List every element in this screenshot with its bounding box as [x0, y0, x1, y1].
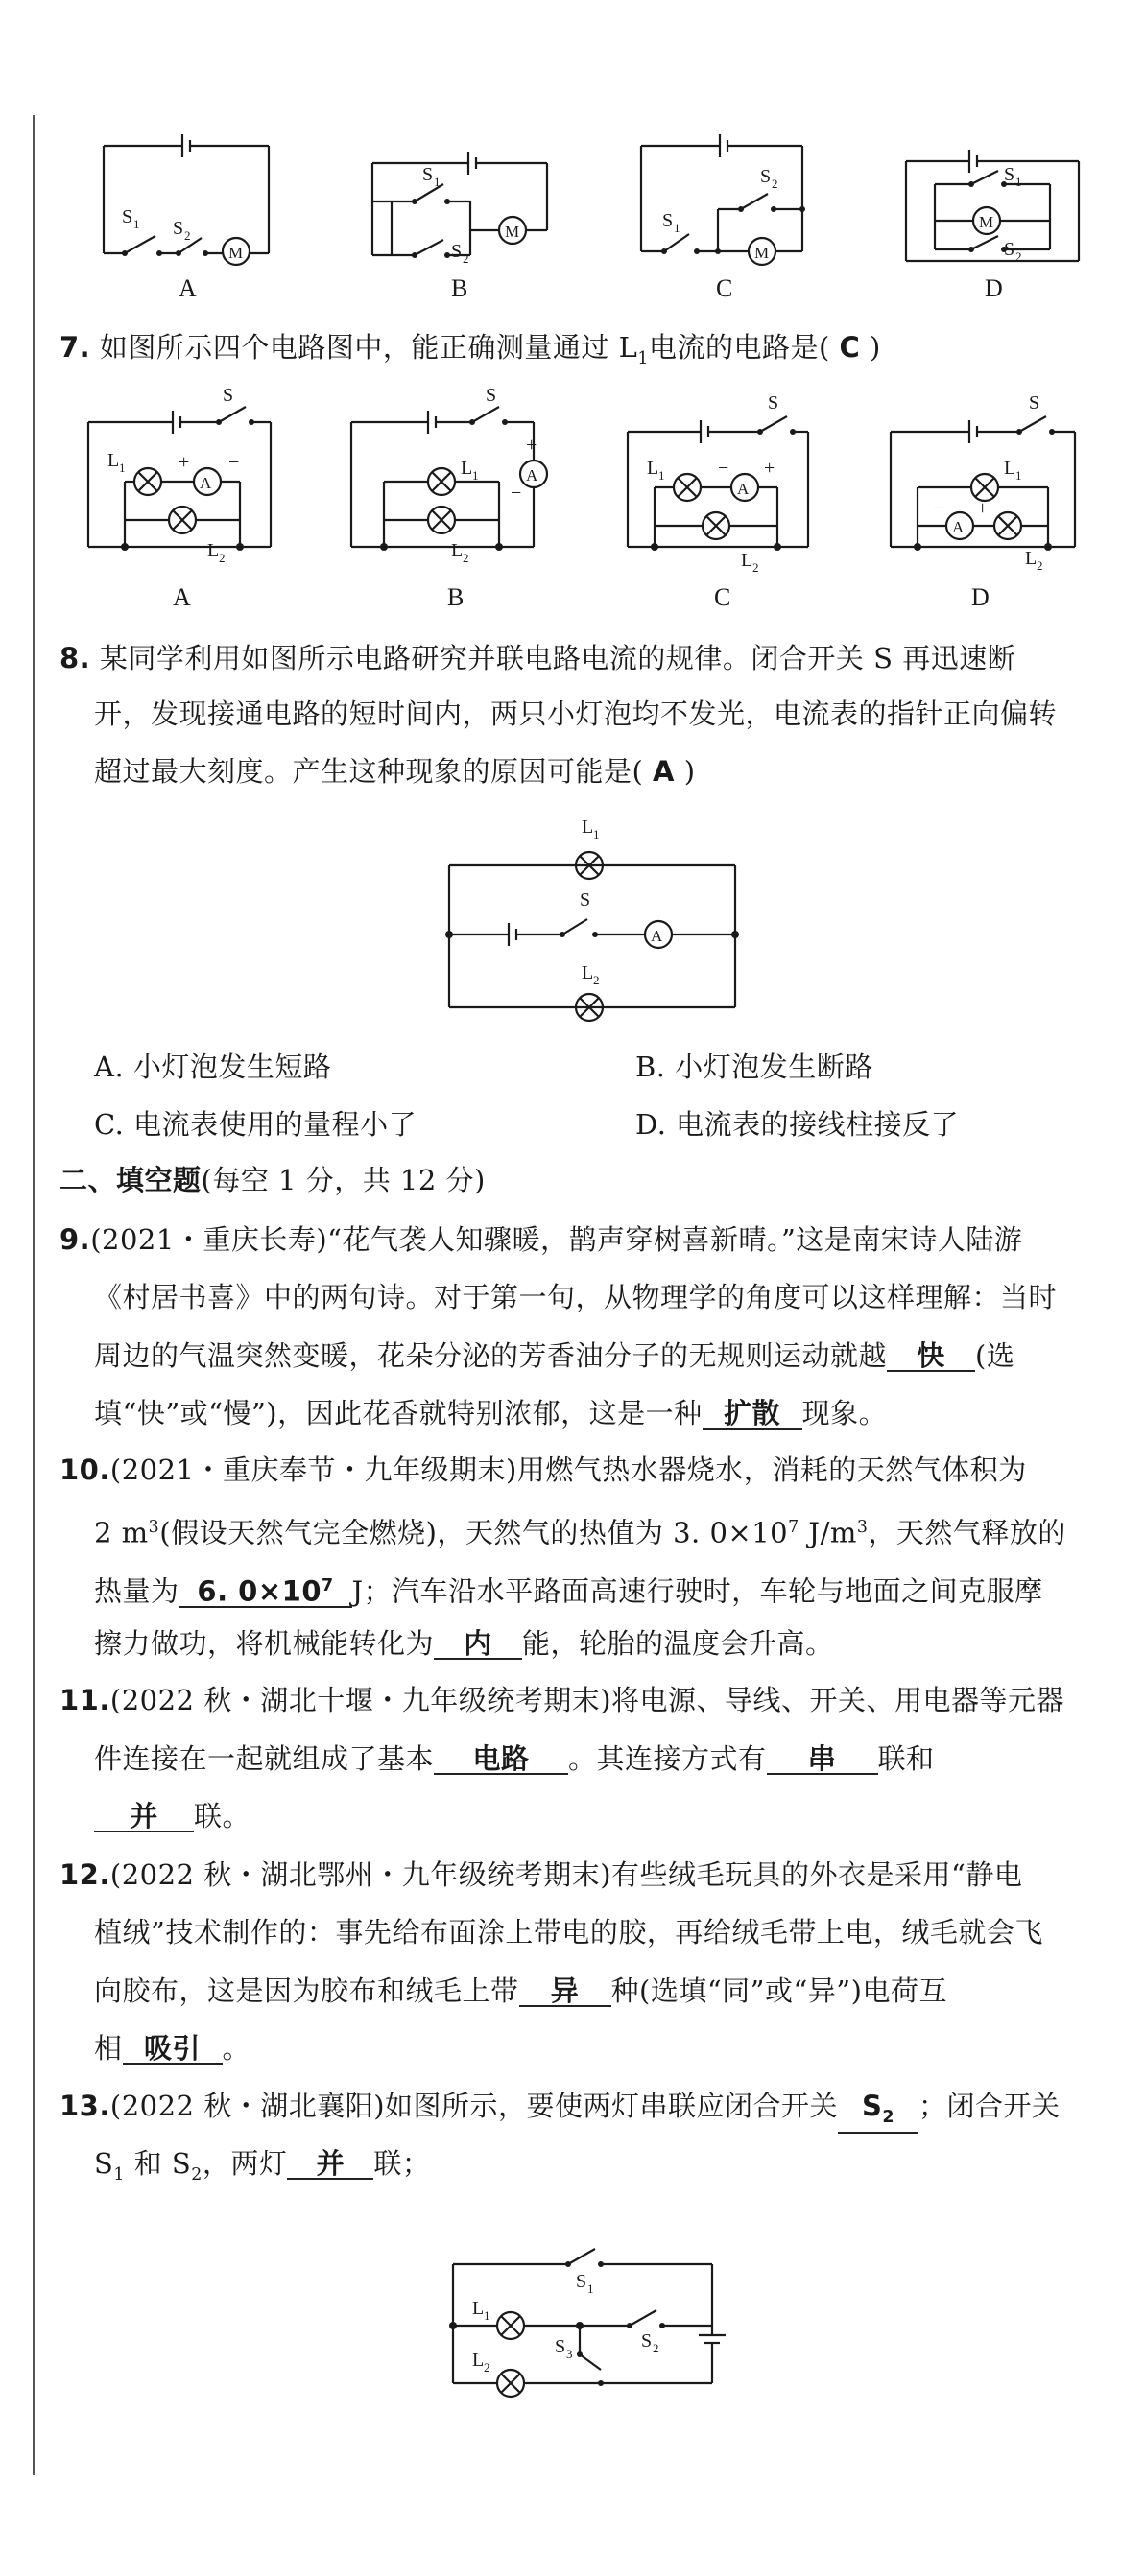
q13-answer-2: 并	[287, 2149, 373, 2180]
svg-text:2: 2	[463, 251, 469, 266]
q7-circuit-figures	[0, 374, 1121, 614]
q8-option-b: B. 小灯泡发生断路	[635, 1051, 873, 1083]
q10-answer-2: 内	[434, 1629, 522, 1660]
svg-text:A: A	[952, 518, 965, 536]
q12-line2: 植绒”技术制作的：事先给布面涂上带电的胶，再给绒毛带上电，绒毛就会飞	[94, 1916, 1043, 1949]
svg-text:L: L	[472, 2350, 485, 2371]
svg-text:1: 1	[1015, 175, 1022, 189]
q7-circuit-b	[351, 385, 547, 565]
top-caption-b: B	[451, 274, 468, 302]
q9-answer-1: 快	[887, 1341, 975, 1372]
q7-caption-a: A	[173, 583, 191, 611]
svg-text:S: S	[1004, 239, 1015, 260]
q7-circuit-c	[628, 392, 808, 575]
svg-text:S: S	[1029, 392, 1040, 414]
svg-text:1: 1	[674, 221, 680, 235]
svg-text:S: S	[451, 241, 463, 262]
q13-answer-1: $S_2$	[838, 2092, 918, 2134]
q10-answer-1: 6. $0\times 10^7$	[179, 1572, 352, 1608]
svg-text:2: 2	[653, 2341, 659, 2355]
q7-caption-d: D	[971, 583, 990, 611]
q8-number: 8.	[60, 642, 91, 674]
svg-text:L: L	[472, 2298, 485, 2319]
svg-text:1: 1	[484, 2308, 490, 2323]
q7-number: 7.	[60, 331, 91, 364]
svg-text:A: A	[526, 466, 538, 484]
q13-line1: 13.(2022 秋・湖北襄阳)如图所示，要使两灯串联应闭合开关 $S_2$ ；闭合开关	[60, 2092, 1061, 2134]
q12-line3: 向胶布，这是因为胶布和绒毛上带 异 种(选填“同”或“异”)电荷互	[94, 1974, 947, 2007]
svg-text:L: L	[1025, 548, 1038, 569]
q11-number: 11.	[60, 1684, 110, 1716]
q11-line1: 11.(2022 秋・湖北十堰・九年级统考期末)将电源、导线、开关、用电器等元器	[60, 1684, 1065, 1716]
q11-line2: 件连接在一起就组成了基本 电路 。其连接方式有 串 联和	[94, 1742, 935, 1775]
svg-text:M: M	[754, 244, 770, 262]
top-circuit-d	[906, 150, 1079, 264]
svg-text:M: M	[505, 223, 520, 241]
q7-circuit-a	[88, 385, 271, 565]
q12-line4: 相 吸引 。	[94, 2032, 251, 2065]
q8-option-a: A. 小灯泡发生短路	[94, 1051, 332, 1083]
svg-text:3: 3	[566, 2347, 573, 2361]
svg-text:L: L	[1004, 458, 1016, 479]
top-caption-c: C	[716, 274, 733, 302]
q9-line3: 周边的气温突然变暖，花朵分泌的芳香油分子的无规则运动就越 快 (选	[94, 1339, 1015, 1372]
svg-text:1: 1	[472, 468, 479, 483]
svg-text:S: S	[173, 218, 184, 239]
q8-circuit-figure	[0, 806, 1121, 1036]
svg-text:A: A	[651, 927, 663, 945]
svg-text:L: L	[647, 458, 659, 479]
q10-line4: 擦力做功，将机械能转化为 内 能，轮胎的温度会升高。	[94, 1627, 834, 1660]
q11-line3: 并 联。	[94, 1802, 250, 1832]
svg-text:S: S	[768, 392, 779, 414]
svg-text:M: M	[979, 213, 994, 231]
svg-text:2: 2	[752, 560, 759, 575]
q10-line3: 热量为 6. $0\times 10^7$ J；汽车沿水平路面高速行驶时，车轮与地面之间克服摩	[94, 1572, 1043, 1608]
q7-caption-b: B	[447, 583, 465, 611]
q8-answer: A	[653, 755, 675, 788]
top-caption-d: D	[985, 274, 1003, 302]
top-circuit-a	[104, 134, 269, 265]
svg-text:2: 2	[1037, 558, 1043, 573]
svg-text:2: 2	[1015, 249, 1022, 264]
q11-answer-3: 并	[94, 1802, 194, 1832]
svg-text:−: −	[228, 452, 240, 473]
svg-text:1: 1	[133, 217, 140, 231]
svg-text:−: −	[511, 483, 522, 504]
svg-text:L: L	[461, 458, 473, 479]
section-2-heading: 二、填空题(每空 1 分，共 12 分)	[60, 1164, 486, 1196]
svg-text:2: 2	[184, 228, 191, 243]
q11-answer-2: 串	[767, 1744, 878, 1775]
q8-line3: 超过最大刻度。产生这种现象的原因可能是( A )	[94, 755, 696, 788]
svg-text:L: L	[582, 962, 594, 983]
svg-text:−: −	[718, 458, 729, 479]
top-circuit-figures	[0, 0, 1121, 317]
svg-text:S: S	[576, 2271, 587, 2292]
q8-option-d: D. 电流表的接线柱接反了	[635, 1108, 960, 1141]
svg-text:S: S	[760, 166, 772, 187]
svg-text:1: 1	[119, 461, 126, 475]
q10-number: 10.	[60, 1453, 110, 1486]
q12-answer-2: 吸引	[123, 2034, 223, 2065]
q8-line2: 开，发现接通电路的短时间内，两只小灯泡均不发光，电流表的指针正向偏转	[94, 697, 1058, 730]
svg-text:1: 1	[658, 468, 665, 483]
top-circuit-c	[641, 134, 805, 265]
svg-text:1: 1	[587, 2281, 594, 2296]
svg-text:A: A	[737, 480, 750, 498]
svg-text:+: +	[179, 452, 190, 473]
svg-text:2: 2	[463, 551, 469, 565]
q13-circuit-figure	[0, 2207, 1121, 2418]
q11-answer-1: 电路	[434, 1744, 568, 1775]
svg-text:M: M	[228, 244, 244, 262]
q7-answer: C	[839, 331, 861, 364]
svg-text:2: 2	[772, 177, 778, 191]
svg-text:S: S	[662, 210, 674, 231]
q12-line1: 12.(2022 秋・湖北鄂州・九年级统考期末)有些绒毛玩具的外衣是采用“静电	[60, 1858, 1023, 1891]
q7-circuit-d	[891, 392, 1075, 573]
svg-text:1: 1	[434, 175, 441, 189]
svg-text:S: S	[486, 385, 497, 406]
svg-text:2: 2	[219, 551, 226, 565]
q13-line2: $S_1$ 和 $S_2$，两灯 并 联；	[94, 2147, 431, 2185]
q7-stem: 7. 如图所示四个电路图中，能正确测量通过 $L_1$电流的电路是( C )	[60, 331, 881, 368]
q7-caption-c: C	[714, 583, 731, 611]
svg-text:1: 1	[593, 827, 600, 841]
svg-text:+: +	[977, 498, 989, 519]
svg-text:+: +	[764, 458, 775, 479]
svg-text:1: 1	[1015, 468, 1022, 483]
q9-line2: 《村居书喜》中的两句诗。对于第一句，从物理学的角度可以这样理解：当时	[94, 1281, 1058, 1313]
svg-text:S: S	[422, 164, 434, 185]
svg-text:S: S	[223, 385, 234, 406]
q13-number: 13.	[60, 2090, 110, 2122]
svg-text:S: S	[580, 889, 591, 910]
svg-text:2: 2	[484, 2360, 490, 2375]
svg-text:A: A	[200, 474, 212, 492]
svg-text:S: S	[641, 2330, 653, 2351]
svg-text:S: S	[122, 206, 133, 227]
q9-line4: 填“快”或“慢”)，因此花香就特别浓郁，这是一种 扩散 现象。	[94, 1397, 888, 1430]
top-circuit-b	[372, 152, 547, 266]
q8-line1: 8. 某同学利用如图所示电路研究并联电路电流的规律。闭合开关 S 再迅速断	[60, 642, 1016, 674]
top-caption-a: A	[179, 274, 197, 302]
svg-text:2: 2	[593, 973, 600, 987]
svg-text:L: L	[207, 540, 220, 561]
svg-text:L: L	[107, 450, 120, 471]
q9-answer-2: 扩散	[703, 1399, 802, 1430]
svg-text:S: S	[1004, 164, 1015, 185]
q10-line1: 10.(2021・重庆奉节・九年级期末)用燃气热水器烧水，消耗的天然气体积为	[60, 1453, 1027, 1486]
q8-option-c: C. 电流表使用的量程小了	[94, 1108, 417, 1141]
q10-line2: 2 $m^3$(假设天然气完全燃烧)，天然气的热值为 3. $0\times 10^7$ $J/m^3$，天然气释放的	[94, 1516, 1066, 1549]
svg-text:−: −	[933, 498, 944, 519]
svg-text:L: L	[451, 540, 464, 561]
q9-number: 9.	[60, 1223, 91, 1256]
q9-line1: 9.(2021・重庆长寿)“花气袭人知骤暖，鹊声穿树喜新晴。”这是南宋诗人陆游	[60, 1223, 1023, 1256]
svg-text:+: +	[526, 435, 537, 456]
q12-number: 12.	[60, 1858, 110, 1891]
svg-text:L: L	[741, 550, 753, 571]
q12-answer-1: 异	[519, 1976, 611, 2007]
svg-text:L: L	[582, 816, 594, 838]
svg-text:S: S	[555, 2336, 566, 2357]
